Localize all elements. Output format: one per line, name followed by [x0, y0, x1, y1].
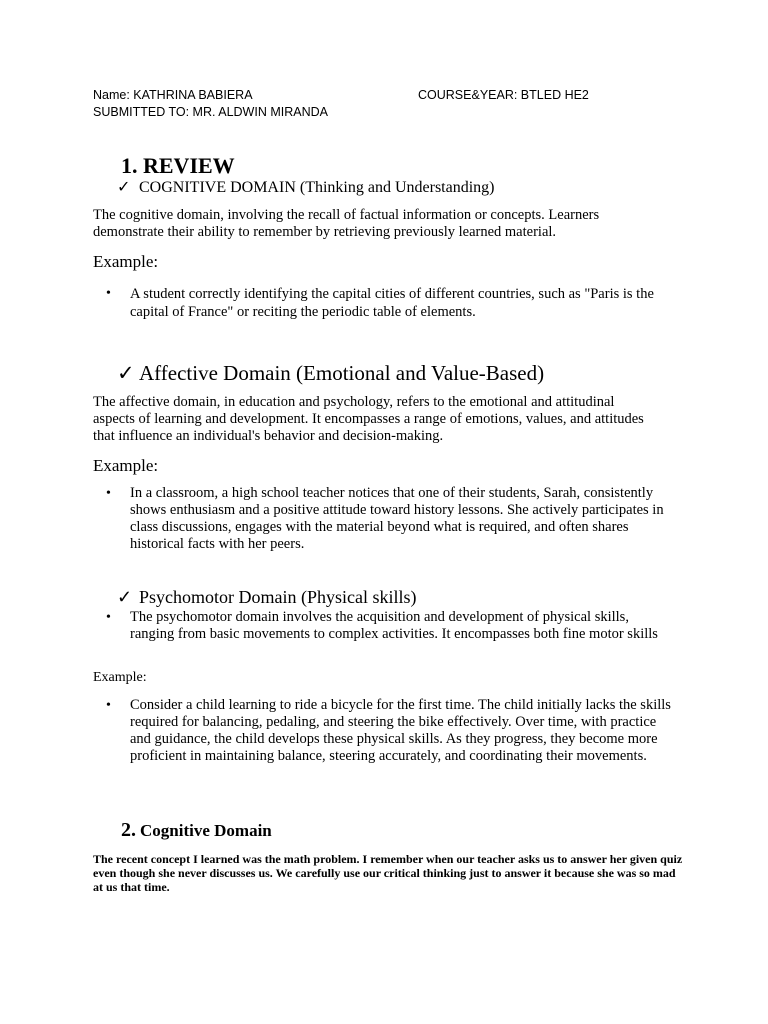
section2-paragraph: The recent concept I learned was the math problem. I remember when our teacher asks us to answer her given quiz even though she never discusses us. We carefully use our critical thinking just to answer it because she was so mad at us that time.	[93, 852, 683, 894]
affective-example-label: Example:	[93, 456, 159, 475]
affective-paragraph: The affective domain, in education and psychology, refers to the emotional and attitudinal aspects of learning and development. It encompasses a range of emotions, values, and attitudes that influence an individual's behavior and decision-making.	[93, 394, 644, 444]
psychomotor-title-row	[117, 587, 417, 608]
section2-heading	[121, 818, 272, 844]
submitted-to: SUBMITTED TO: MR. ALDWIN MIRANDA	[93, 105, 328, 119]
bullet-icon: •	[106, 610, 111, 625]
bullet-icon: •	[106, 698, 111, 713]
section1-heading: 1. REVIEW	[121, 153, 235, 178]
cognitive-paragraph: The cognitive domain, involving the recall of factual information or concepts. Learners demonstrate their ability to remember by retrieving previously learned material.	[93, 207, 600, 240]
section2-title: Cognitive Domain	[140, 821, 272, 840]
student-name: Name: KATHRINA BABIERA	[93, 88, 253, 102]
section2-number: 2.	[121, 819, 136, 841]
checkmark-icon: ✓	[117, 587, 133, 607]
bullet-icon: •	[106, 486, 111, 501]
affective-example-bullet: In a classroom, a high school teacher notices that one of their students, Sarah, consistently shows enthusiasm and a positive attitude toward history lessons. She actively participates in class discussions, engages with the material beyond what is required, and often shares historical facts with her peers.	[130, 485, 664, 552]
checkmark-icon: ✓	[117, 361, 135, 385]
cognitive-title: COGNITIVE DOMAIN (Thinking and Understanding)	[139, 179, 495, 196]
psychomotor-title: Psychomotor Domain (Physical skills)	[139, 587, 417, 607]
affective-title: Affective Domain (Emotional and Value-Based)	[139, 361, 545, 385]
bullet-icon: •	[106, 286, 111, 301]
cognitive-title-row	[117, 178, 495, 198]
psychomotor-example-label: Example:	[93, 670, 147, 685]
cognitive-example-label: Example:	[93, 252, 159, 271]
affective-title-row	[117, 361, 544, 385]
course-year: COURSE&YEAR: BTLED HE2	[418, 88, 589, 102]
cognitive-example-bullet: A student correctly identifying the capital cities of different countries, such as "Paris is the capital of France" or reciting the periodic table of elements.	[130, 286, 654, 320]
checkmark-icon: ✓	[117, 179, 131, 196]
psychomotor-example-bullet: Consider a child learning to ride a bicycle for the first time. The child initially lacks the skills required for balancing, pedaling, and steering the bike effectively. Over time, with practice and guidance, the child develops these physical skills. As they progress, they become more proficient in maintaining balance, steering accurately, and coordinating their movements.	[130, 697, 671, 764]
psychomotor-definition-bullet: The psychomotor domain involves the acquisition and development of physical skills, ranging from basic movements to complex activities. It encompasses both fine motor skills	[130, 609, 658, 642]
